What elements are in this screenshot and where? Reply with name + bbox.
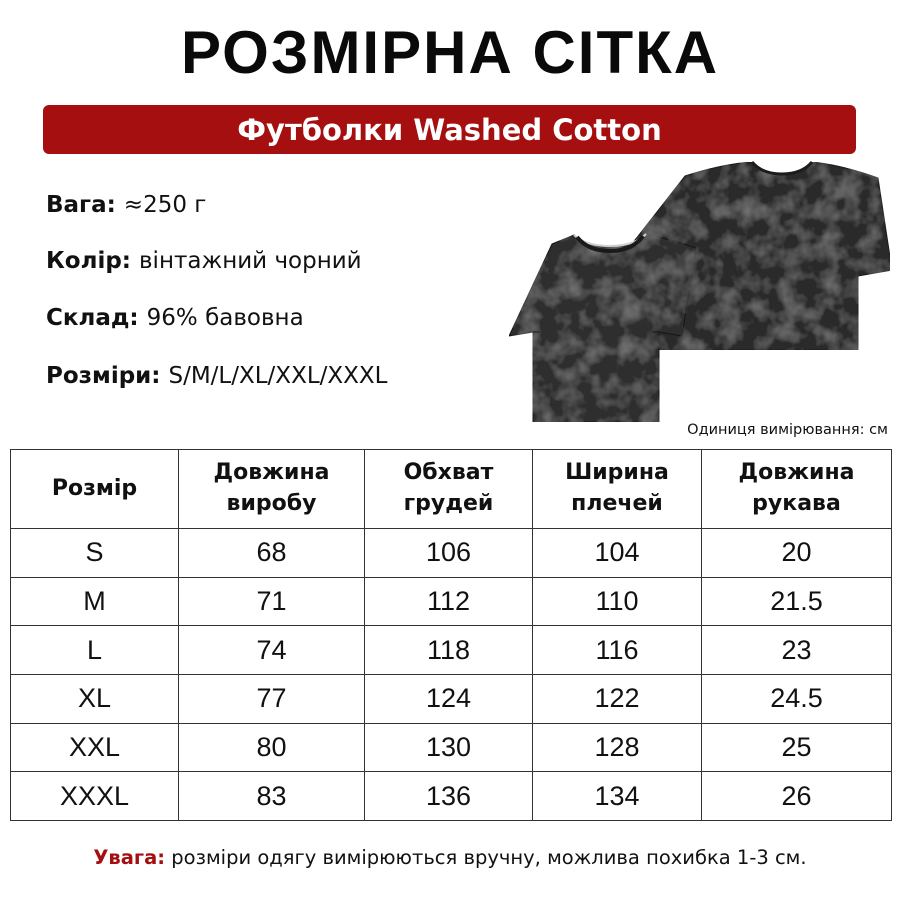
subtitle-text: Футболки Washed Cotton [237,112,662,147]
header-size: Розмір [11,450,179,529]
table-row [11,577,892,626]
cell-size: S [11,529,179,578]
cell-chest: 106 [365,529,533,578]
spec-color-label: Колір: [46,248,131,274]
header-garment-length: Довжина виробу [179,450,365,529]
cell-sleeve: 24.5 [702,674,892,723]
cell-size: XXL [11,723,179,772]
tshirt-front-icon [509,234,696,422]
subtitle-banner [43,105,856,154]
cell-chest: 130 [365,723,533,772]
cell-sleeve: 23 [702,626,892,675]
header-chest-girth: Обхват грудей [365,450,533,529]
cell-shoulder: 110 [533,577,702,626]
cell-size: XXXL [11,772,179,821]
spec-sizes-value: S/M/L/XL/XXL/XXXL [168,363,388,389]
cell-shoulder: 116 [533,626,702,675]
page-title: РОЗМІРНА СІТКА [180,19,720,86]
note-warning-label: Увага: [93,846,166,869]
spec-composition-label: Склад: [46,305,139,331]
cell-sleeve: 26 [702,772,892,821]
cell-shoulder: 128 [533,723,702,772]
cell-sleeve: 20 [702,529,892,578]
cell-length: 74 [179,626,365,675]
table-row [11,674,892,723]
spec-composition [46,305,304,331]
cell-chest: 136 [365,772,533,821]
table-row [11,529,892,578]
table-row [11,772,892,821]
cell-length: 83 [179,772,365,821]
header-shoulder-width: Ширина плечей [533,450,702,529]
cell-shoulder: 104 [533,529,702,578]
unit-note: Одиниця вимірювання: см [687,422,888,438]
spec-color [46,248,362,274]
spec-composition-value: 96% бавовна [146,305,304,331]
cell-chest: 118 [365,626,533,675]
cell-chest: 124 [365,674,533,723]
spec-sizes-label: Розміри: [46,363,161,389]
table-row [11,626,892,675]
cell-chest: 112 [365,577,533,626]
spec-color-value: вінтажний чорний [139,248,362,274]
note-text: розміри одягу вимірюються вручну, можлива похибка 1-3 см. [165,846,807,869]
cell-sleeve: 25 [702,723,892,772]
cell-shoulder: 122 [533,674,702,723]
cell-shoulder: 134 [533,772,702,821]
table-header-row [11,450,892,529]
cell-length: 71 [179,577,365,626]
size-table [10,449,892,821]
measurement-note [0,846,900,869]
spec-weight [46,192,206,218]
cell-length: 68 [179,529,365,578]
spec-sizes [46,363,387,389]
spec-weight-label: Вага: [46,192,116,218]
spec-weight-value: ≈250 г [123,192,207,218]
cell-sleeve: 21.5 [702,577,892,626]
tshirt-front-and-back-icon [500,160,890,425]
cell-size: L [11,626,179,675]
cell-length: 80 [179,723,365,772]
table-row [11,723,892,772]
cell-length: 77 [179,674,365,723]
cell-size: XL [11,674,179,723]
cell-size: M [11,577,179,626]
header-sleeve-length: Довжина рукава [702,450,892,529]
